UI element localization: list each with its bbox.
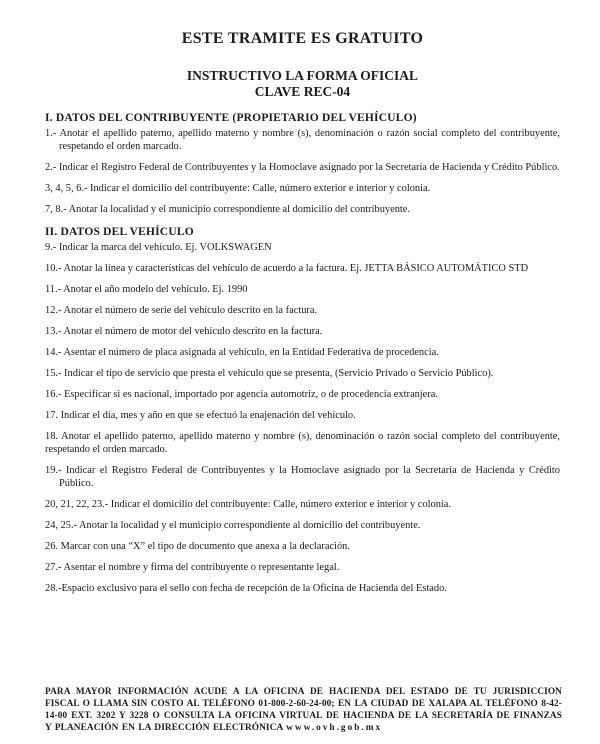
section-contribuyente-items: [45, 127, 560, 216]
instruction-item: 18. Anotar el apellido paterno, apellido materno y nombre (s), denominación o razón social completo del contribuyente, respetando el orden marcado.: [45, 431, 560, 455]
document-title: ESTE TRAMITE ES GRATUITO: [181, 30, 424, 47]
document-subtitle-line1: INSTRUCTIVO LA FORMA OFICIAL: [186, 68, 419, 83]
instruction-item: 26. Marcar con una “X” el tipo de documento que anexa a la declaración.: [45, 541, 350, 552]
instruction-item: 24, 25.- Anotar la localidad y el municipio correspondiente al domicilio del contribuyente.: [45, 520, 421, 531]
document-subtitle: [45, 68, 560, 100]
instruction-item: 7, 8.- Anotar la localidad y el municipio correspondiente al domicilio del contribuyente.: [45, 204, 411, 215]
instruction-item: 20, 21, 22, 23.- Indicar el domicilio del contribuyente: Calle, número exterior e interior y colonia.: [45, 499, 451, 510]
footer-text: PARA MAYOR INFORMACIÓN ACUDE A LA OFICINA DE HACIENDA DEL ESTADO DE TU JURISDICCION FISCAL O LLAMA SIN COSTO AL TELÉFONO 01-800-2-60-24-00; EN LA CIUDAD DE XALAPA AL TELÉFONO 8-42-14-00 EXT. 3202 Y 3228 O CONSULTA LA OFICINA VIRTUAL DE HACIENDA DE LA SECRETARÍA DE FINANZAS Y PLANEACIÓN EN LA DIRECCIÓN ELECTRÓNICA: [45, 687, 562, 733]
section-vehiculo-items: [45, 241, 560, 595]
instruction-item: 14.- Asentar el número de placa asignada al vehículo, en la Entidad Federativa de procedencia.: [45, 347, 439, 358]
section-vehiculo-heading: II. DATOS DEL VEHÍCULO: [45, 226, 194, 238]
instruction-item: 16.- Especificar si es nacional, importado por agencia automotriz, o de procedencia extranjera.: [45, 389, 438, 400]
instruction-item: 11.- Anotar el año modelo del vehículo. Ej. 1990: [45, 284, 248, 295]
instruction-item: 15.- Indicar el tipo de servicio que presta el vehículo que se presenta, (Servicio Privado o Servicio Público).: [45, 368, 494, 379]
instruction-item: 12.- Anotar el número de serie del vehículo descrito en la factura.: [45, 305, 318, 316]
instruction-item: 17. Indicar el día, mes y año en que se efectuó la enajenación del vehículo.: [45, 410, 356, 421]
instruction-item: 9.- Indicar la marca del vehículo. Ej. VOLKSWAGEN: [45, 242, 272, 253]
instruction-item: 1.- Anotar el apellido paterno, apellido materno y nombre (s), denominación o razón social completo del contribuyente, respetando el orden marcado.: [45, 128, 560, 152]
instruction-item: 3, 4, 5, 6.- Indicar el domicilio del contribuyente: Calle, número exterior e interior y colonia.: [45, 183, 431, 194]
footer-notice: [45, 686, 562, 734]
instruction-item: 27.- Asentar el nombre y firma del contribuyente o representante legal.: [45, 562, 340, 573]
footer-url: www.ovh.gob.mx: [286, 723, 383, 733]
section-datos-vehiculo: [45, 226, 560, 595]
section-contribuyente-heading: I. DATOS DEL CONTRIBUYENTE (PROPIETARIO DEL VEHÍCULO): [45, 112, 417, 124]
instruction-item: 13.- Anotar el número de motor del vehículo descrito en la factura.: [45, 326, 323, 337]
instruction-item: 10.- Anotar la línea y características del vehículo de acuerdo a la factura. Ej. JETTA BÁSICO AUTOMÁTICO STD: [45, 263, 529, 274]
section-datos-contribuyente: [45, 112, 560, 216]
instruction-item: 19.- Indicar el Registro Federal de Contribuyentes y la Homoclave asignado por la Secretaría de Hacienda y Crédito Público.: [45, 465, 560, 489]
instruction-item: 2.- Indicar el Registro Federal de Contribuyentes y la Homoclave asignado por la Secretaría de Hacienda y Crédito Público.: [45, 162, 560, 173]
document-subtitle-line2: CLAVE REC-04: [254, 84, 351, 99]
instruction-item: 28.-Espacio exclusivo para el sello con fecha de recepción de la Oficina de Hacienda del Estado.: [45, 583, 447, 594]
